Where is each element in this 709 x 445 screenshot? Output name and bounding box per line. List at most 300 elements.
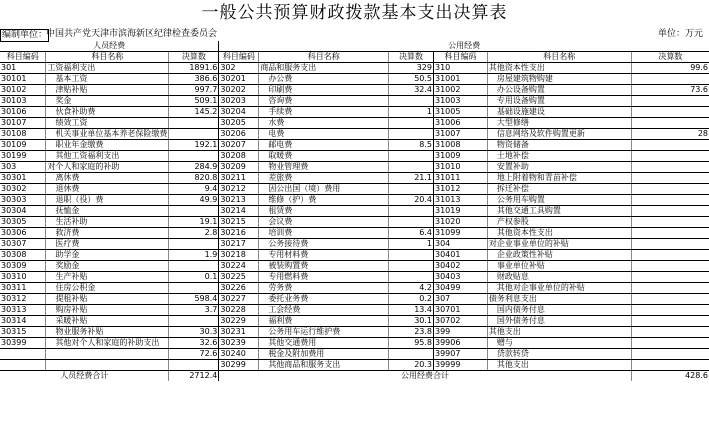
name-cell: 对企业事业单位的补贴 xyxy=(487,239,631,250)
table-row xyxy=(0,184,709,195)
amount-cell: 386.6 xyxy=(169,74,219,85)
name-cell: 退休费 xyxy=(46,184,169,195)
name-cell: 公务接待费 xyxy=(259,239,389,250)
amount-cell xyxy=(169,261,219,272)
name-cell: 物业服务补贴 xyxy=(46,327,169,338)
code-cell: 302 xyxy=(219,63,259,74)
code-cell: 30201 xyxy=(219,74,259,85)
name-cell: 大型修缮 xyxy=(487,118,631,129)
col-name-header: 科目名称 xyxy=(487,52,631,63)
amount-cell xyxy=(389,162,434,173)
amount-cell: 19.1 xyxy=(169,217,219,228)
name-cell: 房屋建筑物购建 xyxy=(487,74,631,85)
code-cell: 30701 xyxy=(434,305,488,316)
amount-cell xyxy=(631,151,709,162)
name-cell: 维修（护）费 xyxy=(259,195,389,206)
name-cell: 差旅费 xyxy=(259,173,389,184)
amount-cell xyxy=(389,217,434,228)
amount-cell xyxy=(631,349,709,360)
code-cell: 30239 xyxy=(219,338,259,349)
table-row xyxy=(0,151,709,162)
currency-unit: 单位：万元 xyxy=(657,29,703,39)
code-cell: 30308 xyxy=(0,250,46,261)
code-cell: 30309 xyxy=(0,261,46,272)
amount-cell xyxy=(169,316,219,327)
amount-cell xyxy=(631,195,709,206)
code-cell: 30211 xyxy=(219,173,259,184)
code-cell: 30302 xyxy=(0,184,46,195)
amount-cell: 820.8 xyxy=(169,173,219,184)
name-cell: 其他资本性支出 xyxy=(487,228,631,239)
table-row xyxy=(0,195,709,206)
amount-cell: 23.8 xyxy=(389,327,434,338)
amount-cell: 9.4 xyxy=(169,184,219,195)
name-cell: 专用材料费 xyxy=(259,250,389,261)
amount-cell: 49.9 xyxy=(169,195,219,206)
code-cell: 399 xyxy=(434,327,488,338)
amount-cell xyxy=(631,228,709,239)
code-cell: 30204 xyxy=(219,107,259,118)
name-cell: 津贴补贴 xyxy=(46,85,169,96)
name-cell: 助学金 xyxy=(46,250,169,261)
amount-cell xyxy=(389,151,434,162)
name-cell: 其他对个人和家庭的补助支出 xyxy=(46,338,169,349)
personnel-header: 人员经费 xyxy=(0,41,219,52)
code-cell: 30205 xyxy=(219,118,259,129)
code-cell: 30315 xyxy=(0,327,46,338)
name-cell: 会议费 xyxy=(259,217,389,228)
amount-cell xyxy=(389,272,434,283)
public-header: 公用经费 xyxy=(219,41,709,52)
table-row xyxy=(0,316,709,327)
name-cell: 生产补贴 xyxy=(46,272,169,283)
amount-cell xyxy=(389,118,434,129)
name-cell: 财政贴息 xyxy=(487,272,631,283)
code-cell: 30231 xyxy=(219,327,259,338)
public-total-value: 428.6 xyxy=(685,371,708,380)
name-cell: 生活补助 xyxy=(46,217,169,228)
amount-cell: 95.8 xyxy=(389,338,434,349)
amount-cell xyxy=(631,261,709,272)
name-cell: 债务利息支出 xyxy=(487,294,631,305)
group-header-row xyxy=(0,41,709,52)
name-cell: 办公费 xyxy=(259,74,389,85)
name-cell: 信息网络及软件购置更新 xyxy=(487,129,631,140)
name-cell: 委托业务费 xyxy=(259,294,389,305)
table-row xyxy=(0,140,709,151)
table-row xyxy=(0,360,709,371)
code-cell: 39999 xyxy=(434,360,488,371)
prepared-by-name: 中国共产党天津市滨海新区纪律检查委员会 xyxy=(46,29,218,39)
amount-cell: 13.4 xyxy=(389,305,434,316)
amount-cell xyxy=(631,272,709,283)
amount-cell: 28 xyxy=(631,129,709,140)
amount-cell xyxy=(389,184,434,195)
col-amount-header: 决算数 xyxy=(169,52,219,63)
amount-cell xyxy=(631,206,709,217)
name-cell: 奖金 xyxy=(46,96,169,107)
table-row xyxy=(0,261,709,272)
name-cell: 职业年金缴费 xyxy=(46,140,169,151)
amount-cell xyxy=(631,217,709,228)
amount-cell: 20.4 xyxy=(389,195,434,206)
amount-cell xyxy=(631,184,709,195)
code-cell: 30314 xyxy=(0,316,46,327)
name-cell: 机关事业单位基本养老保险缴费 xyxy=(46,129,169,140)
name-cell: 采暖补贴 xyxy=(46,316,169,327)
name-cell: 抚恤金 xyxy=(46,206,169,217)
code-cell: 31005 xyxy=(434,107,488,118)
table-row xyxy=(0,107,709,118)
name-cell: 培训费 xyxy=(259,228,389,239)
amount-cell xyxy=(389,206,434,217)
name-cell: 购房补贴 xyxy=(46,305,169,316)
amount-cell xyxy=(631,338,709,349)
table-row xyxy=(0,327,709,338)
amount-cell: 3.7 xyxy=(169,305,219,316)
name-cell: 福利费 xyxy=(259,316,389,327)
code-cell: 30303 xyxy=(0,195,46,206)
amount-cell xyxy=(389,250,434,261)
name-cell: 物资储备 xyxy=(487,140,631,151)
amount-cell: 6.4 xyxy=(389,228,434,239)
table-row xyxy=(0,162,709,173)
name-cell: 伙食补助费 xyxy=(46,107,169,118)
amount-cell xyxy=(631,305,709,316)
name-cell: 公务用车购置 xyxy=(487,195,631,206)
name-cell: 工会经费 xyxy=(259,305,389,316)
amount-cell xyxy=(631,283,709,294)
code-cell: 31010 xyxy=(434,162,488,173)
code-cell: 30306 xyxy=(0,228,46,239)
name-cell: 奖励金 xyxy=(46,261,169,272)
code-cell: 30307 xyxy=(0,239,46,250)
code-cell: 30228 xyxy=(219,305,259,316)
name-cell: 其他交通工具购置 xyxy=(487,206,631,217)
name-cell: 退职（役）费 xyxy=(46,195,169,206)
code-cell: 31013 xyxy=(434,195,488,206)
code-cell: 30106 xyxy=(0,107,46,118)
name-cell: 国外债务付息 xyxy=(487,316,631,327)
name-cell: 印刷费 xyxy=(259,85,389,96)
name-cell: 救济费 xyxy=(46,228,169,239)
amount-cell xyxy=(631,294,709,305)
code-cell: 31002 xyxy=(434,85,488,96)
table-row xyxy=(0,250,709,261)
code-cell: 31007 xyxy=(434,129,488,140)
col-code-header: 科目编码 xyxy=(219,52,259,63)
col-name-header: 科目名称 xyxy=(46,52,169,63)
code-cell: 30203 xyxy=(219,96,259,107)
amount-cell xyxy=(169,283,219,294)
table-row xyxy=(0,206,709,217)
code-cell: 30310 xyxy=(0,272,46,283)
code-cell: 30209 xyxy=(219,162,259,173)
code-cell xyxy=(0,360,46,371)
code-cell: 30212 xyxy=(219,184,259,195)
expenditure-table xyxy=(0,41,709,381)
name-cell: 商品和服务支出 xyxy=(259,63,389,74)
name-cell: 水费 xyxy=(259,118,389,129)
code-cell: 30311 xyxy=(0,283,46,294)
table-row xyxy=(0,338,709,349)
code-cell: 30101 xyxy=(0,74,46,85)
name-cell: 产权参股 xyxy=(487,217,631,228)
code-cell: 30399 xyxy=(0,338,46,349)
amount-cell xyxy=(169,239,219,250)
code-cell: 301 xyxy=(0,63,46,74)
name-cell: 其他商品和服务支出 xyxy=(259,360,389,371)
code-cell: 30213 xyxy=(219,195,259,206)
amount-cell: 598.4 xyxy=(169,294,219,305)
code-cell: 30305 xyxy=(0,217,46,228)
name-cell: 公务用车运行维护费 xyxy=(259,327,389,338)
code-cell: 30202 xyxy=(219,85,259,96)
amount-cell xyxy=(631,327,709,338)
code-cell: 304 xyxy=(434,239,488,250)
amount-cell xyxy=(169,151,219,162)
amount-cell: 509.1 xyxy=(169,96,219,107)
name-cell: 办公设备购置 xyxy=(487,85,631,96)
name-cell: 劳务费 xyxy=(259,283,389,294)
code-cell: 31006 xyxy=(434,118,488,129)
amount-cell: 30.3 xyxy=(169,327,219,338)
code-cell: 31011 xyxy=(434,173,488,184)
code-cell: 30199 xyxy=(0,151,46,162)
amount-cell: 20.3 xyxy=(389,360,434,371)
amount-cell xyxy=(389,129,434,140)
report-title: 一般公共预算财政拨款基本支出决算表 xyxy=(201,3,508,23)
code-cell: 30312 xyxy=(0,294,46,305)
name-cell: 因公出国（境）费用 xyxy=(259,184,389,195)
amount-cell xyxy=(631,140,709,151)
amount-cell: 192.1 xyxy=(169,140,219,151)
amount-cell xyxy=(389,261,434,272)
code-cell: 31008 xyxy=(434,140,488,151)
amount-cell: 21.1 xyxy=(389,173,434,184)
code-cell: 30215 xyxy=(219,217,259,228)
code-cell: 31020 xyxy=(434,217,488,228)
personnel-total-value: 2712.4 xyxy=(169,371,219,382)
code-cell: 31019 xyxy=(434,206,488,217)
code-cell: 30702 xyxy=(434,316,488,327)
code-cell: 30240 xyxy=(219,349,259,360)
amount-cell: 0.1 xyxy=(169,272,219,283)
name-cell: 被装购置费 xyxy=(259,261,389,272)
code-cell: 310 xyxy=(434,63,488,74)
code-cell: 30224 xyxy=(219,261,259,272)
amount-cell xyxy=(631,118,709,129)
name-cell: 其他支出 xyxy=(487,327,631,338)
table-row xyxy=(0,305,709,316)
code-cell: 31009 xyxy=(434,151,488,162)
col-name-header: 科目名称 xyxy=(259,52,389,63)
table-row xyxy=(0,63,709,74)
amount-cell xyxy=(631,360,709,371)
name-cell: 土地补偿 xyxy=(487,151,631,162)
code-cell: 39907 xyxy=(434,349,488,360)
name-cell: 取暖费 xyxy=(259,151,389,162)
name-cell: 专用设备购置 xyxy=(487,96,631,107)
name-cell: 拆迁补偿 xyxy=(487,184,631,195)
code-cell: 30103 xyxy=(0,96,46,107)
code-cell: 30102 xyxy=(0,85,46,96)
name-cell: 其他工资福利支出 xyxy=(46,151,169,162)
name-cell: 邮电费 xyxy=(259,140,389,151)
name-cell: 地上附着物和青苗补偿 xyxy=(487,173,631,184)
amount-cell: 4.2 xyxy=(389,283,434,294)
public-total-label: 公用经费合计 xyxy=(219,371,631,382)
code-cell: 307 xyxy=(434,294,488,305)
table-row xyxy=(0,228,709,239)
amount-cell: 1 xyxy=(389,107,434,118)
amount-cell: 32.4 xyxy=(389,85,434,96)
code-cell: 30108 xyxy=(0,129,46,140)
amount-cell: 1891.6 xyxy=(169,63,219,74)
amount-cell: 997.7 xyxy=(169,85,219,96)
amount-cell: 1.9 xyxy=(169,250,219,261)
code-cell: 30214 xyxy=(219,206,259,217)
name-cell: 租赁费 xyxy=(259,206,389,217)
amount-cell xyxy=(169,360,219,371)
code-cell: 30299 xyxy=(219,360,259,371)
code-cell: 30301 xyxy=(0,173,46,184)
code-cell: 30217 xyxy=(219,239,259,250)
table-row xyxy=(0,173,709,184)
code-cell: 31001 xyxy=(434,74,488,85)
amount-cell xyxy=(389,96,434,107)
name-cell: 绩效工资 xyxy=(46,118,169,129)
amount-cell: 284.9 xyxy=(169,162,219,173)
amount-cell: 329 xyxy=(389,63,434,74)
table-row xyxy=(0,118,709,129)
table-row xyxy=(0,283,709,294)
amount-cell xyxy=(631,107,709,118)
name-cell: 基本工资 xyxy=(46,74,169,85)
code-cell: 30402 xyxy=(434,261,488,272)
amount-cell: 73.6 xyxy=(631,85,709,96)
table-row xyxy=(0,129,709,140)
code-cell: 30304 xyxy=(0,206,46,217)
name-cell: 手续费 xyxy=(259,107,389,118)
name-cell: 提租补贴 xyxy=(46,294,169,305)
code-cell: 30225 xyxy=(219,272,259,283)
name-cell: 住房公积金 xyxy=(46,283,169,294)
code-cell: 31012 xyxy=(434,184,488,195)
name-cell: 赠与 xyxy=(487,338,631,349)
code-cell: 30208 xyxy=(219,151,259,162)
totals-row xyxy=(0,371,709,382)
code-cell: 30499 xyxy=(434,283,488,294)
name-cell: 其他支出 xyxy=(487,360,631,371)
name-cell: 企业政策性补贴 xyxy=(487,250,631,261)
table-row xyxy=(0,74,709,85)
table-row xyxy=(0,85,709,96)
amount-cell xyxy=(169,129,219,140)
amount-cell: 145.2 xyxy=(169,107,219,118)
name-cell: 物业管理费 xyxy=(259,162,389,173)
amount-cell xyxy=(631,162,709,173)
name-cell: 国内债务付息 xyxy=(487,305,631,316)
col-code-header: 科目编码 xyxy=(434,52,488,63)
name-cell: 工资福利支出 xyxy=(46,63,169,74)
name-cell xyxy=(46,349,169,360)
amount-cell xyxy=(631,74,709,85)
code-cell: 30216 xyxy=(219,228,259,239)
prepared-by-label: 编制单位： xyxy=(2,30,48,40)
amount-cell: 72.6 xyxy=(169,349,219,360)
amount-cell: 30.1 xyxy=(389,316,434,327)
name-cell: 电费 xyxy=(259,129,389,140)
code-cell: 30226 xyxy=(219,283,259,294)
name-cell: 对个人和家庭的补助 xyxy=(46,162,169,173)
table-row xyxy=(0,272,709,283)
amount-cell: 99.6 xyxy=(631,63,709,74)
col-code-header: 科目编码 xyxy=(0,52,46,63)
table-row xyxy=(0,294,709,305)
table-row xyxy=(0,96,709,107)
name-cell: 事业单位补贴 xyxy=(487,261,631,272)
amount-cell xyxy=(631,250,709,261)
amount-cell: 2.8 xyxy=(169,228,219,239)
amount-cell: 50.5 xyxy=(389,74,434,85)
amount-cell xyxy=(631,96,709,107)
amount-cell xyxy=(631,239,709,250)
name-cell: 其他对企事业单位的补贴 xyxy=(487,283,631,294)
name-cell: 贷款转贷 xyxy=(487,349,631,360)
code-cell: 30227 xyxy=(219,294,259,305)
code-cell: 30207 xyxy=(219,140,259,151)
code-cell: 30229 xyxy=(219,316,259,327)
table-row xyxy=(0,349,709,360)
amount-cell: 32.6 xyxy=(169,338,219,349)
code-cell: 30403 xyxy=(434,272,488,283)
column-header-row xyxy=(0,52,709,63)
name-cell: 基础设施建设 xyxy=(487,107,631,118)
amount-cell xyxy=(631,173,709,184)
code-cell: 30107 xyxy=(0,118,46,129)
amount-cell: 0.2 xyxy=(389,294,434,305)
col-amount-header: 决算数 xyxy=(631,52,709,63)
code-cell: 30206 xyxy=(219,129,259,140)
code-cell: 303 xyxy=(0,162,46,173)
amount-cell xyxy=(631,316,709,327)
name-cell: 其他资本性支出 xyxy=(487,63,631,74)
code-cell: 30313 xyxy=(0,305,46,316)
amount-cell: 1 xyxy=(389,239,434,250)
table-row xyxy=(0,239,709,250)
amount-cell xyxy=(169,118,219,129)
name-cell: 医疗费 xyxy=(46,239,169,250)
code-cell: 39906 xyxy=(434,338,488,349)
col-amount-header: 决算数 xyxy=(389,52,434,63)
name-cell: 离休费 xyxy=(46,173,169,184)
code-cell: 30218 xyxy=(219,250,259,261)
amount-cell: 8.5 xyxy=(389,140,434,151)
name-cell xyxy=(46,360,169,371)
code-cell: 31003 xyxy=(434,96,488,107)
personnel-total-label: 人员经费合计 xyxy=(0,371,169,382)
amount-cell xyxy=(169,206,219,217)
code-cell: 30401 xyxy=(434,250,488,261)
name-cell: 专用燃料费 xyxy=(259,272,389,283)
table-row xyxy=(0,217,709,228)
name-cell: 咨询费 xyxy=(259,96,389,107)
amount-cell xyxy=(389,349,434,360)
code-cell: 31099 xyxy=(434,228,488,239)
code-cell xyxy=(0,349,46,360)
name-cell: 其他交通费用 xyxy=(259,338,389,349)
